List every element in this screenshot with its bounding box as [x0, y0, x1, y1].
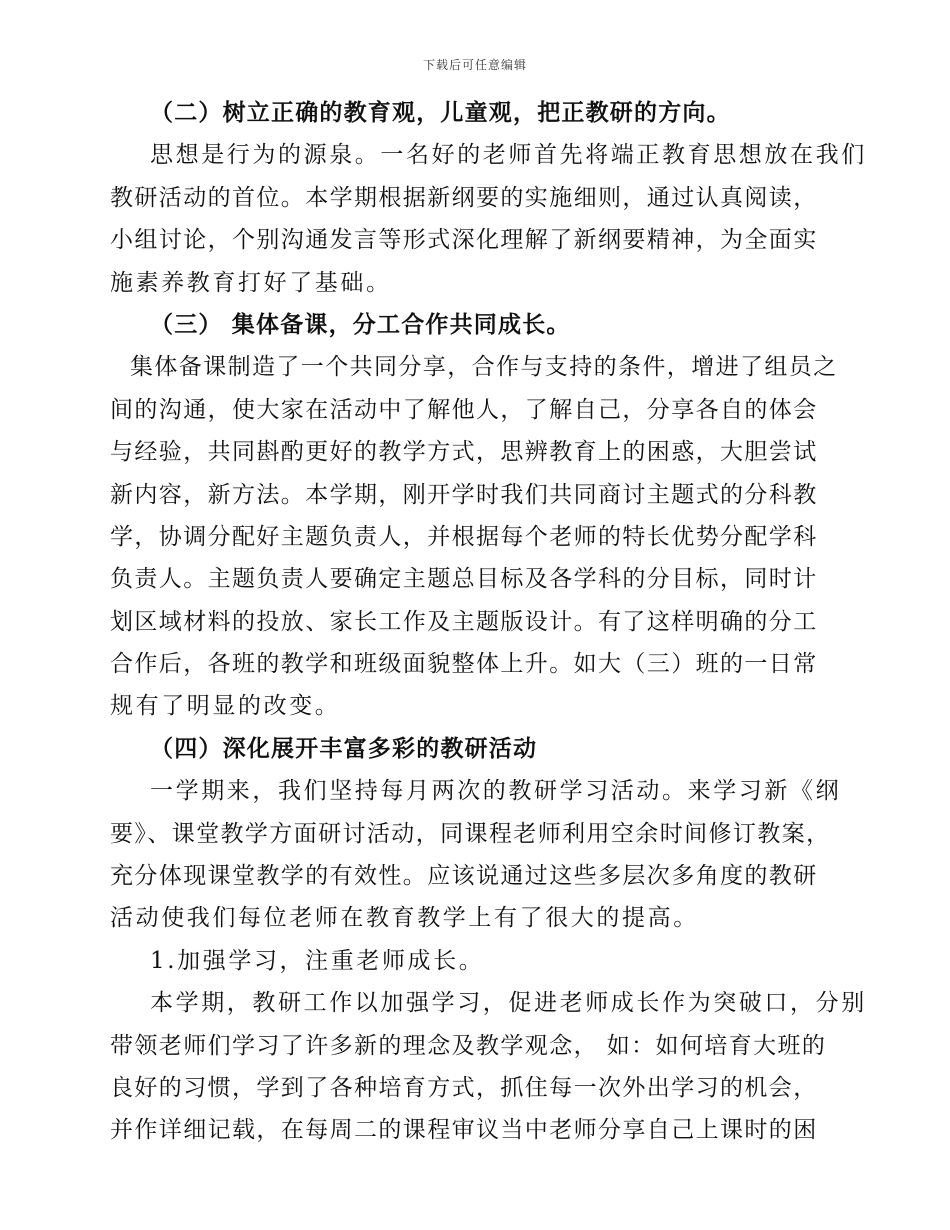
- paragraph-line: 思想是行为的源泉。一名好的老师首先将端正教育思想放在我们: [150, 142, 867, 169]
- paragraph-line: 要》、课堂教学方面研讨活动，同课程老师利用空余时间修订教案，: [110, 820, 831, 847]
- paragraph-line: 新内容，新方法。本学期，刚开学时我们共同商讨主题式的分科教: [110, 481, 818, 508]
- paragraph-line: 规有了明显的改变。: [110, 693, 341, 720]
- paragraph-line: 集体备课制造了一个共同分享，合作与支持的条件，增进了组员之: [130, 354, 838, 381]
- paragraph-line: 本学期，教研工作以加强学习，促进老师成长作为突破口，分别: [150, 990, 867, 1017]
- section-heading-3: （三） 集体备课，分工合作共同成长。: [150, 310, 571, 338]
- section-heading-4: （四）深化展开丰富多彩的教研活动: [150, 734, 538, 762]
- paragraph-line: 负责人。主题负责人要确定主题总目标及各学科的分目标，同时计: [110, 566, 818, 593]
- paragraph-line: 教研活动的首位。本学期根据新纲要的实施细则，通过认真阅读，: [110, 184, 818, 211]
- paragraph-line: 间的沟通，使大家在活动中了解他人，了解自己，分享各自的体会: [110, 396, 818, 423]
- subheading-line: 1.加强学习，注重老师成长。: [150, 947, 485, 974]
- paragraph-line: 施素养教育打好了基础。: [110, 269, 392, 296]
- paragraph-line: 活动使我们每位老师在教育教学上有了很大的提高。: [110, 905, 699, 932]
- paragraph-line: 小组讨论，个别沟通发言等形式深化理解了新纲要精神，为全面实: [110, 227, 818, 254]
- paragraph-line: 并作详细记载，在每周二的课程审议当中老师分享自己上课时的困: [110, 1117, 818, 1144]
- paragraph-line: 带领老师们学习了许多新的理念及教学观念， 如：如何培育大班的: [110, 1032, 827, 1059]
- document-body: [110, 92, 867, 1152]
- paragraph-line: 划区域材料的投放、家长工作及主题版设计。有了这样明确的分工: [110, 608, 818, 635]
- paragraph-line: 充分体现课堂教学的有效性。应该说通过这些多层次多角度的教研: [110, 863, 818, 890]
- page-header: 下载后可任意编辑: [422, 58, 527, 72]
- paragraph-line: 良好的习惯，学到了各种培育方式，抓住每一次外出学习的机会，: [110, 1074, 818, 1101]
- paragraph-line: 一学期来，我们坚持每月两次的教研学习活动。来学习新《纲: [150, 778, 842, 805]
- section-heading-2: （二）树立正确的教育观，儿童观，把正教研的方向。: [150, 99, 731, 126]
- paragraph-line: 学，协调分配好主题负责人，并根据每个老师的特长优势分配学科: [110, 523, 818, 550]
- paragraph-line: 合作后，各班的教学和班级面貌整体上升。如大（三）班的一日常: [110, 651, 818, 678]
- paragraph-line: 与经验，共同斟酌更好的教学方式，思辨教育上的困惑，大胆尝试: [110, 439, 818, 466]
